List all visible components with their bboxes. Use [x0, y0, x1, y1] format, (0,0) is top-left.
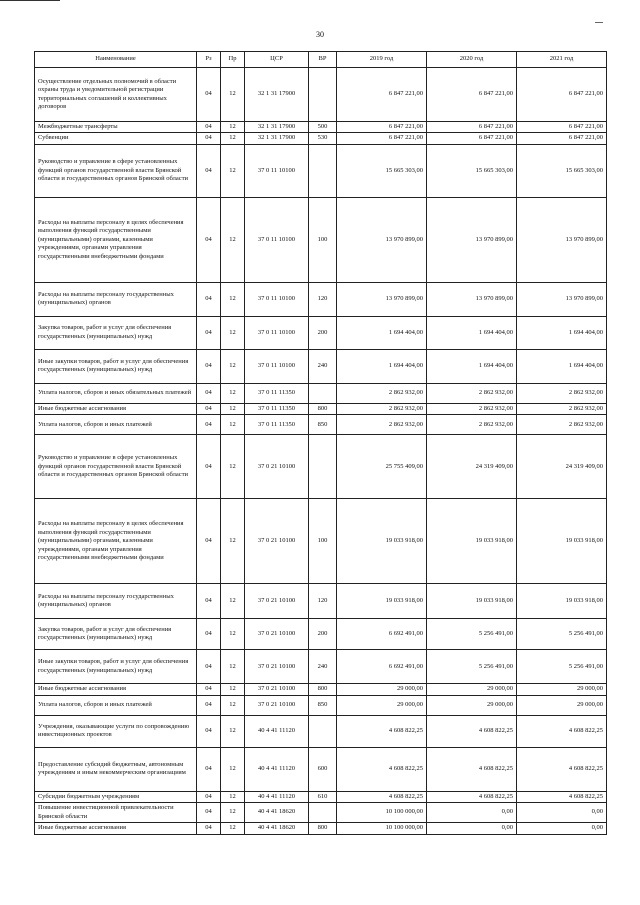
cell-pr: 12 — [221, 144, 245, 197]
cell-2020: 2 862 932,00 — [427, 415, 517, 435]
cell-pr: 12 — [221, 349, 245, 383]
cell-pr: 12 — [221, 122, 245, 133]
cell-rz: 04 — [197, 349, 221, 383]
cell-2019: 19 033 918,00 — [337, 499, 427, 584]
cell-vr: 530 — [309, 133, 337, 144]
cell-2020: 19 033 918,00 — [427, 584, 517, 619]
cell-rz: 04 — [197, 715, 221, 747]
cell-2020: 13 970 899,00 — [427, 197, 517, 282]
cell-vr — [309, 383, 337, 403]
cell-vr: 800 — [309, 823, 337, 834]
table-row — [35, 499, 607, 584]
cell-pr: 12 — [221, 403, 245, 414]
cell-2021: 4 608 822,25 — [517, 747, 607, 791]
cell-rz: 04 — [197, 695, 221, 715]
cell-2019: 1 694 404,00 — [337, 316, 427, 349]
scan-mark — [595, 22, 603, 24]
cell-pr: 12 — [221, 415, 245, 435]
cell-csr: 37 0 21 10100 — [245, 584, 309, 619]
cell-2021: 13 970 899,00 — [517, 197, 607, 282]
cell-2021: 19 033 918,00 — [517, 584, 607, 619]
cell-rz: 04 — [197, 144, 221, 197]
cell-vr: 600 — [309, 747, 337, 791]
cell-2021: 6 847 221,00 — [517, 68, 607, 122]
cell-vr — [309, 715, 337, 747]
cell-rz: 04 — [197, 435, 221, 499]
cell-2021: 6 847 221,00 — [517, 133, 607, 144]
cell-2019: 10 100 000,00 — [337, 803, 427, 823]
header-2021: 2021 год — [517, 52, 607, 68]
cell-vr: 240 — [309, 349, 337, 383]
cell-2019: 6 847 221,00 — [337, 133, 427, 144]
header-vr: ВР — [309, 52, 337, 68]
cell-pr: 12 — [221, 133, 245, 144]
cell-name: Уплата налогов, сборов и иных обязательных платежей — [35, 383, 197, 403]
cell-name: Иные бюджетные ассигнования — [35, 684, 197, 695]
cell-name: Осуществление отдельных полномочий в области охраны труда и уведомительной регистрации территориальных соглашений и коллективных договоров — [35, 68, 197, 122]
cell-vr: 240 — [309, 650, 337, 684]
cell-rz: 04 — [197, 415, 221, 435]
cell-pr: 12 — [221, 803, 245, 823]
cell-2019: 13 970 899,00 — [337, 197, 427, 282]
table-row — [35, 133, 607, 144]
cell-csr: 37 0 11 11350 — [245, 415, 309, 435]
cell-name: Руководство и управление в сфере установленных функций органов государственной власти Брянской области и государственных органов Брянской области — [35, 435, 197, 499]
cell-2019: 15 665 303,00 — [337, 144, 427, 197]
table-header-row — [35, 52, 607, 68]
header-rz: Рз — [197, 52, 221, 68]
cell-2020: 6 847 221,00 — [427, 68, 517, 122]
cell-csr: 37 0 11 10100 — [245, 349, 309, 383]
cell-2020: 6 847 221,00 — [427, 122, 517, 133]
cell-rz: 04 — [197, 282, 221, 316]
cell-2020: 2 862 932,00 — [427, 383, 517, 403]
cell-2019: 4 608 822,25 — [337, 791, 427, 802]
cell-2019: 4 608 822,25 — [337, 715, 427, 747]
cell-pr: 12 — [221, 282, 245, 316]
cell-rz: 04 — [197, 316, 221, 349]
cell-2021: 15 665 303,00 — [517, 144, 607, 197]
cell-2020: 1 694 404,00 — [427, 349, 517, 383]
cell-vr — [309, 144, 337, 197]
cell-csr: 37 0 11 11350 — [245, 403, 309, 414]
cell-csr: 37 0 11 10100 — [245, 282, 309, 316]
cell-csr: 37 0 21 10100 — [245, 650, 309, 684]
cell-vr: 800 — [309, 684, 337, 695]
scan-edge-line — [0, 0, 60, 2]
cell-name: Закупка товаров, работ и услуг для обеспечения государственных (муниципальных) нужд — [35, 316, 197, 349]
table-row — [35, 316, 607, 349]
cell-2021: 2 862 932,00 — [517, 403, 607, 414]
cell-name: Расходы на выплаты персоналу государственных (муниципальных) органов — [35, 584, 197, 619]
cell-vr: 800 — [309, 403, 337, 414]
cell-2020: 29 000,00 — [427, 695, 517, 715]
cell-vr: 120 — [309, 584, 337, 619]
cell-vr: 120 — [309, 282, 337, 316]
cell-2021: 4 608 822,25 — [517, 791, 607, 802]
cell-pr: 12 — [221, 197, 245, 282]
cell-name: Расходы на выплаты персоналу в целях обеспечения выполнения функций государственными (муниципальными) органами, казенными учреждениями, органами управления государственными внебюджетными фондами — [35, 499, 197, 584]
cell-pr: 12 — [221, 619, 245, 650]
cell-2019: 2 862 932,00 — [337, 415, 427, 435]
cell-2019: 13 970 899,00 — [337, 282, 427, 316]
cell-vr: 200 — [309, 619, 337, 650]
cell-csr: 37 0 21 10100 — [245, 499, 309, 584]
table-row — [35, 383, 607, 403]
cell-rz: 04 — [197, 383, 221, 403]
table-row — [35, 619, 607, 650]
cell-pr: 12 — [221, 383, 245, 403]
cell-2021: 4 608 822,25 — [517, 715, 607, 747]
cell-2020: 6 847 221,00 — [427, 133, 517, 144]
table-row — [35, 715, 607, 747]
cell-name: Расходы на выплаты персоналу государственных (муниципальных) органов — [35, 282, 197, 316]
cell-vr: 610 — [309, 791, 337, 802]
cell-2020: 4 608 822,25 — [427, 791, 517, 802]
cell-name: Закупка товаров, работ и услуг для обеспечения государственных (муниципальных) нужд — [35, 619, 197, 650]
cell-2021: 2 862 932,00 — [517, 383, 607, 403]
cell-name: Повышение инвестиционной привлекательности Брянской области — [35, 803, 197, 823]
table-row — [35, 282, 607, 316]
cell-2020: 4 608 822,25 — [427, 715, 517, 747]
table-body — [35, 68, 607, 835]
cell-pr: 12 — [221, 684, 245, 695]
cell-2021: 13 970 899,00 — [517, 282, 607, 316]
cell-2019: 6 692 491,00 — [337, 619, 427, 650]
cell-name: Иные бюджетные ассигнования — [35, 823, 197, 834]
cell-pr: 12 — [221, 435, 245, 499]
header-csr: ЦСР — [245, 52, 309, 68]
cell-vr: 850 — [309, 415, 337, 435]
cell-name: Межбюджетные трансферты — [35, 122, 197, 133]
cell-2020: 5 256 491,00 — [427, 619, 517, 650]
cell-pr: 12 — [221, 715, 245, 747]
cell-2019: 1 694 404,00 — [337, 349, 427, 383]
cell-rz: 04 — [197, 403, 221, 414]
cell-csr: 40 4 41 18620 — [245, 803, 309, 823]
cell-2019: 19 033 918,00 — [337, 584, 427, 619]
cell-rz: 04 — [197, 584, 221, 619]
cell-csr: 37 0 11 10100 — [245, 197, 309, 282]
cell-csr: 40 4 41 11120 — [245, 747, 309, 791]
cell-name: Учреждения, оказывающие услуги по сопровождению инвестиционных проектов — [35, 715, 197, 747]
cell-2021: 24 319 409,00 — [517, 435, 607, 499]
cell-csr: 37 0 21 10100 — [245, 435, 309, 499]
cell-csr: 37 0 21 10100 — [245, 684, 309, 695]
cell-2019: 6 692 491,00 — [337, 650, 427, 684]
cell-name: Расходы на выплаты персоналу в целях обеспечения выполнения функций государственными (муниципальными) органами, казенными учреждениями, органами управления государственными внебюджетными фондами — [35, 197, 197, 282]
header-2019: 2019 год — [337, 52, 427, 68]
cell-pr: 12 — [221, 316, 245, 349]
cell-2020: 1 694 404,00 — [427, 316, 517, 349]
cell-2021: 6 847 221,00 — [517, 122, 607, 133]
cell-csr: 37 0 11 10100 — [245, 316, 309, 349]
cell-2019: 4 608 822,25 — [337, 747, 427, 791]
cell-csr: 32 1 31 17900 — [245, 133, 309, 144]
header-name: Наименование — [35, 52, 197, 68]
cell-2021: 1 694 404,00 — [517, 349, 607, 383]
cell-rz: 04 — [197, 68, 221, 122]
cell-vr: 500 — [309, 122, 337, 133]
budget-table — [34, 51, 607, 835]
page-number: 30 — [316, 30, 324, 39]
table-row — [35, 684, 607, 695]
cell-name: Предоставление субсидий бюджетным, автономным учреждениям и иным некоммерческим организациям — [35, 747, 197, 791]
cell-2020: 24 319 409,00 — [427, 435, 517, 499]
table-row — [35, 68, 607, 122]
cell-2020: 4 608 822,25 — [427, 747, 517, 791]
cell-rz: 04 — [197, 791, 221, 802]
cell-csr: 37 0 11 11350 — [245, 383, 309, 403]
table-row — [35, 197, 607, 282]
table-row — [35, 122, 607, 133]
cell-2020: 15 665 303,00 — [427, 144, 517, 197]
table-row — [35, 791, 607, 802]
cell-name: Иные бюджетные ассигнования — [35, 403, 197, 414]
cell-csr: 37 0 21 10100 — [245, 695, 309, 715]
table-row — [35, 435, 607, 499]
cell-csr: 32 1 31 17900 — [245, 122, 309, 133]
table-row — [35, 695, 607, 715]
cell-2020: 13 970 899,00 — [427, 282, 517, 316]
cell-2019: 25 755 409,00 — [337, 435, 427, 499]
table-row — [35, 823, 607, 834]
cell-2020: 29 000,00 — [427, 684, 517, 695]
cell-rz: 04 — [197, 133, 221, 144]
cell-2021: 2 862 932,00 — [517, 415, 607, 435]
cell-vr: 100 — [309, 499, 337, 584]
cell-name: Руководство и управление в сфере установленных функций органов государственной власти Брянской области и государственных органов Брянской области — [35, 144, 197, 197]
cell-pr: 12 — [221, 68, 245, 122]
cell-2021: 29 000,00 — [517, 684, 607, 695]
cell-2019: 29 000,00 — [337, 684, 427, 695]
cell-2019: 6 847 221,00 — [337, 122, 427, 133]
cell-pr: 12 — [221, 823, 245, 834]
cell-name: Субвенции — [35, 133, 197, 144]
cell-rz: 04 — [197, 122, 221, 133]
cell-vr: 100 — [309, 197, 337, 282]
cell-rz: 04 — [197, 619, 221, 650]
cell-vr: 200 — [309, 316, 337, 349]
header-2020: 2020 год — [427, 52, 517, 68]
cell-2020: 0,00 — [427, 823, 517, 834]
cell-csr: 40 4 41 18620 — [245, 823, 309, 834]
cell-rz: 04 — [197, 197, 221, 282]
cell-2019: 2 862 932,00 — [337, 383, 427, 403]
cell-2019: 10 100 000,00 — [337, 823, 427, 834]
cell-2021: 0,00 — [517, 803, 607, 823]
cell-2020: 19 033 918,00 — [427, 499, 517, 584]
cell-2021: 29 000,00 — [517, 695, 607, 715]
cell-name: Иные закупки товаров, работ и услуг для обеспечения государственных (муниципальных) нужд — [35, 349, 197, 383]
cell-name: Уплата налогов, сборов и иных платежей — [35, 415, 197, 435]
cell-csr: 40 4 41 11120 — [245, 715, 309, 747]
cell-vr — [309, 68, 337, 122]
table-row — [35, 747, 607, 791]
cell-pr: 12 — [221, 584, 245, 619]
cell-name: Уплата налогов, сборов и иных платежей — [35, 695, 197, 715]
cell-2021: 5 256 491,00 — [517, 650, 607, 684]
cell-rz: 04 — [197, 684, 221, 695]
table-row — [35, 349, 607, 383]
table-row — [35, 650, 607, 684]
cell-name: Иные закупки товаров, работ и услуг для обеспечения государственных (муниципальных) нужд — [35, 650, 197, 684]
cell-pr: 12 — [221, 499, 245, 584]
cell-2020: 2 862 932,00 — [427, 403, 517, 414]
cell-2020: 0,00 — [427, 803, 517, 823]
cell-pr: 12 — [221, 695, 245, 715]
cell-csr: 37 0 11 10100 — [245, 144, 309, 197]
cell-csr: 32 1 31 17900 — [245, 68, 309, 122]
table-row — [35, 803, 607, 823]
cell-2021: 1 694 404,00 — [517, 316, 607, 349]
table-row — [35, 403, 607, 414]
cell-rz: 04 — [197, 803, 221, 823]
cell-2019: 6 847 221,00 — [337, 68, 427, 122]
cell-2021: 0,00 — [517, 823, 607, 834]
cell-rz: 04 — [197, 650, 221, 684]
cell-pr: 12 — [221, 650, 245, 684]
cell-vr: 850 — [309, 695, 337, 715]
cell-pr: 12 — [221, 747, 245, 791]
cell-rz: 04 — [197, 823, 221, 834]
cell-name: Субсидии бюджетным учреждениям — [35, 791, 197, 802]
cell-vr — [309, 803, 337, 823]
cell-2019: 2 862 932,00 — [337, 403, 427, 414]
cell-2021: 19 033 918,00 — [517, 499, 607, 584]
table-row — [35, 415, 607, 435]
cell-pr: 12 — [221, 791, 245, 802]
header-pr: Пр — [221, 52, 245, 68]
cell-rz: 04 — [197, 499, 221, 584]
cell-rz: 04 — [197, 747, 221, 791]
cell-2019: 29 000,00 — [337, 695, 427, 715]
cell-vr — [309, 435, 337, 499]
cell-2020: 5 256 491,00 — [427, 650, 517, 684]
cell-2021: 5 256 491,00 — [517, 619, 607, 650]
cell-csr: 40 4 41 11120 — [245, 791, 309, 802]
table-row — [35, 144, 607, 197]
cell-csr: 37 0 21 10100 — [245, 619, 309, 650]
table-row — [35, 584, 607, 619]
